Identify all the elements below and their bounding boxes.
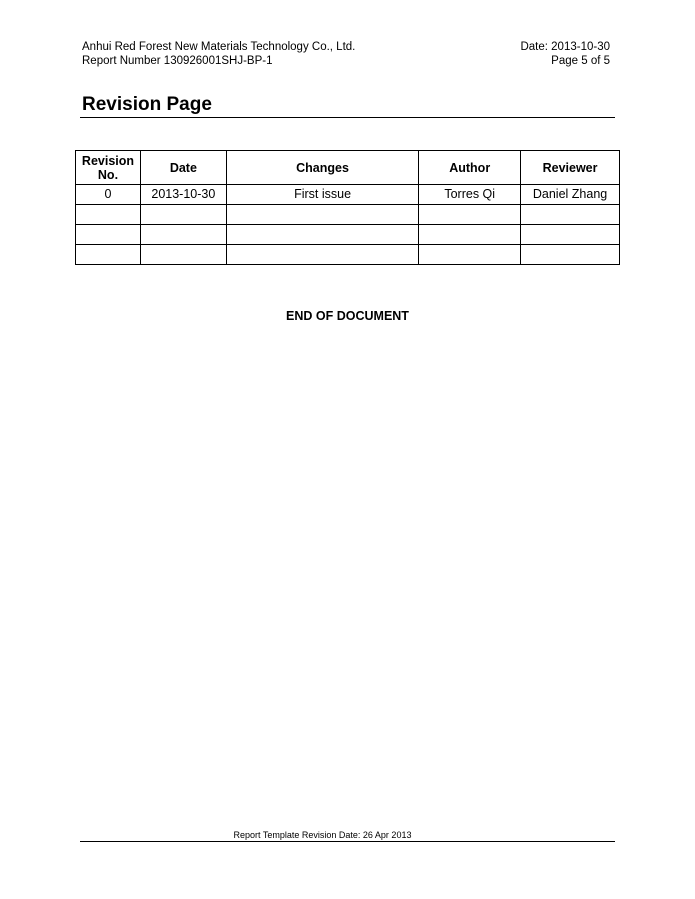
table-header-row bbox=[76, 151, 620, 185]
cell-changes bbox=[226, 245, 419, 265]
cell-revision-no bbox=[76, 225, 141, 245]
cell-author bbox=[419, 205, 521, 225]
page-header bbox=[82, 40, 610, 68]
cell-author bbox=[419, 225, 521, 245]
cell-revision-no bbox=[76, 205, 141, 225]
column-header-reviewer: Reviewer bbox=[521, 151, 620, 185]
cell-reviewer bbox=[521, 205, 620, 225]
cell-date bbox=[140, 225, 226, 245]
table-row bbox=[76, 225, 620, 245]
cell-date: 2013-10-30 bbox=[140, 185, 226, 205]
cell-author: Torres Qi bbox=[419, 185, 521, 205]
title-divider bbox=[80, 117, 615, 118]
cell-revision-no bbox=[76, 245, 141, 265]
footer-divider bbox=[80, 841, 615, 842]
cell-reviewer bbox=[521, 225, 620, 245]
cell-reviewer: Daniel Zhang bbox=[521, 185, 620, 205]
column-header-changes: Changes bbox=[226, 151, 419, 185]
table-row bbox=[76, 185, 620, 205]
cell-revision-no: 0 bbox=[76, 185, 141, 205]
page-title: Revision Page bbox=[82, 94, 212, 115]
end-of-document-label: END OF DOCUMENT bbox=[286, 309, 409, 323]
cell-date bbox=[140, 245, 226, 265]
cell-author bbox=[419, 245, 521, 265]
column-header-author: Author bbox=[419, 151, 521, 185]
company-name: Anhui Red Forest New Materials Technology Co., Ltd. bbox=[82, 41, 356, 53]
column-header-date: Date bbox=[140, 151, 226, 185]
table-row bbox=[76, 205, 620, 225]
cell-changes: First issue bbox=[226, 185, 419, 205]
revision-table bbox=[75, 150, 620, 265]
column-header-revision-no: Revision No. bbox=[76, 151, 141, 185]
page-number: Page 5 of 5 bbox=[551, 55, 610, 67]
cell-changes bbox=[226, 205, 419, 225]
cell-changes bbox=[226, 225, 419, 245]
table-row bbox=[76, 245, 620, 265]
footer-template-revision: Report Template Revision Date: 26 Apr 2013 bbox=[233, 830, 412, 840]
report-date: Date: 2013-10-30 bbox=[520, 41, 610, 53]
report-number: Report Number 130926001SHJ-BP-1 bbox=[82, 55, 273, 67]
cell-date bbox=[140, 205, 226, 225]
cell-reviewer bbox=[521, 245, 620, 265]
